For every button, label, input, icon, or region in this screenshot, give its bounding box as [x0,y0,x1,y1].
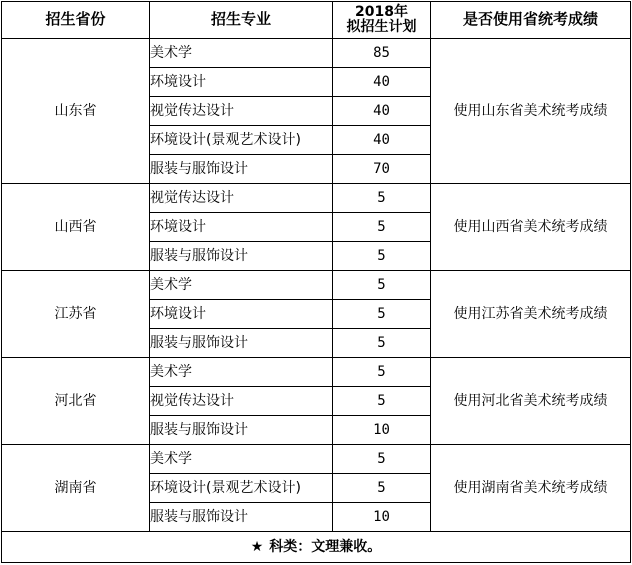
major-cell: 环境设计(景观艺术设计) [150,126,333,155]
major-cell: 服装与服饰设计 [150,242,333,271]
plan-count-cell: 5 [333,271,431,300]
plan-count-cell: 5 [333,387,431,416]
major-cell: 环境设计 [150,68,333,97]
plan-count-cell: 10 [333,503,431,532]
plan-count-cell: 5 [333,474,431,503]
table-row [2,358,631,387]
header-major: 招生专业 [150,2,333,39]
major-cell: 美术学 [150,445,333,474]
table-row [2,39,631,68]
major-cell: 美术学 [150,271,333,300]
table-row [2,184,631,213]
footer-note-cell [2,532,631,563]
major-cell: 服装与服饰设计 [150,503,333,532]
footer-note: 科类：文理兼收。 [269,538,382,555]
plan-count-cell: 5 [333,445,431,474]
use-score-cell: 使用河北省美术统考成绩 [431,358,631,445]
plan-count-cell: 70 [333,155,431,184]
major-cell: 视觉传达设计 [150,184,333,213]
major-cell: 环境设计(景观艺术设计) [150,474,333,503]
enrollment-plan-table [1,1,631,563]
major-cell: 服装与服饰设计 [150,155,333,184]
plan-count-cell: 40 [333,126,431,155]
header-count [333,2,431,39]
header-count-label: 拟招生计划 [346,19,417,35]
plan-count-cell: 5 [333,329,431,358]
major-cell: 美术学 [150,358,333,387]
star-icon: ★ [250,538,264,555]
major-cell: 环境设计 [150,300,333,329]
use-score-cell: 使用江苏省美术统考成绩 [431,271,631,358]
province-cell: 河北省 [2,358,150,445]
major-cell: 视觉传达设计 [150,387,333,416]
table-body [2,39,631,532]
plan-count-cell: 5 [333,242,431,271]
table-row [2,271,631,300]
header-row [2,2,631,39]
plan-count-cell: 10 [333,416,431,445]
major-cell: 环境设计 [150,213,333,242]
header-province: 招生省份 [2,2,150,39]
province-cell: 江苏省 [2,271,150,358]
use-score-cell: 使用湖南省美术统考成绩 [431,445,631,532]
province-cell: 山东省 [2,39,150,184]
major-cell: 服装与服饰设计 [150,416,333,445]
plan-count-cell: 5 [333,213,431,242]
use-score-cell: 使用山西省美术统考成绩 [431,184,631,271]
plan-count-cell: 5 [333,300,431,329]
plan-count-cell: 5 [333,358,431,387]
plan-count-cell: 85 [333,39,431,68]
plan-count-cell: 5 [333,184,431,213]
plan-count-cell: 40 [333,97,431,126]
major-cell: 服装与服饰设计 [150,329,333,358]
plan-count-cell: 40 [333,68,431,97]
province-cell: 湖南省 [2,445,150,532]
use-score-cell: 使用山东省美术统考成绩 [431,39,631,184]
major-cell: 视觉传达设计 [150,97,333,126]
footer-row [2,532,631,563]
header-count-year: 2018年 [355,3,408,20]
header-use-score: 是否使用省统考成绩 [431,2,631,39]
major-cell: 美术学 [150,39,333,68]
table-row [2,445,631,474]
province-cell: 山西省 [2,184,150,271]
